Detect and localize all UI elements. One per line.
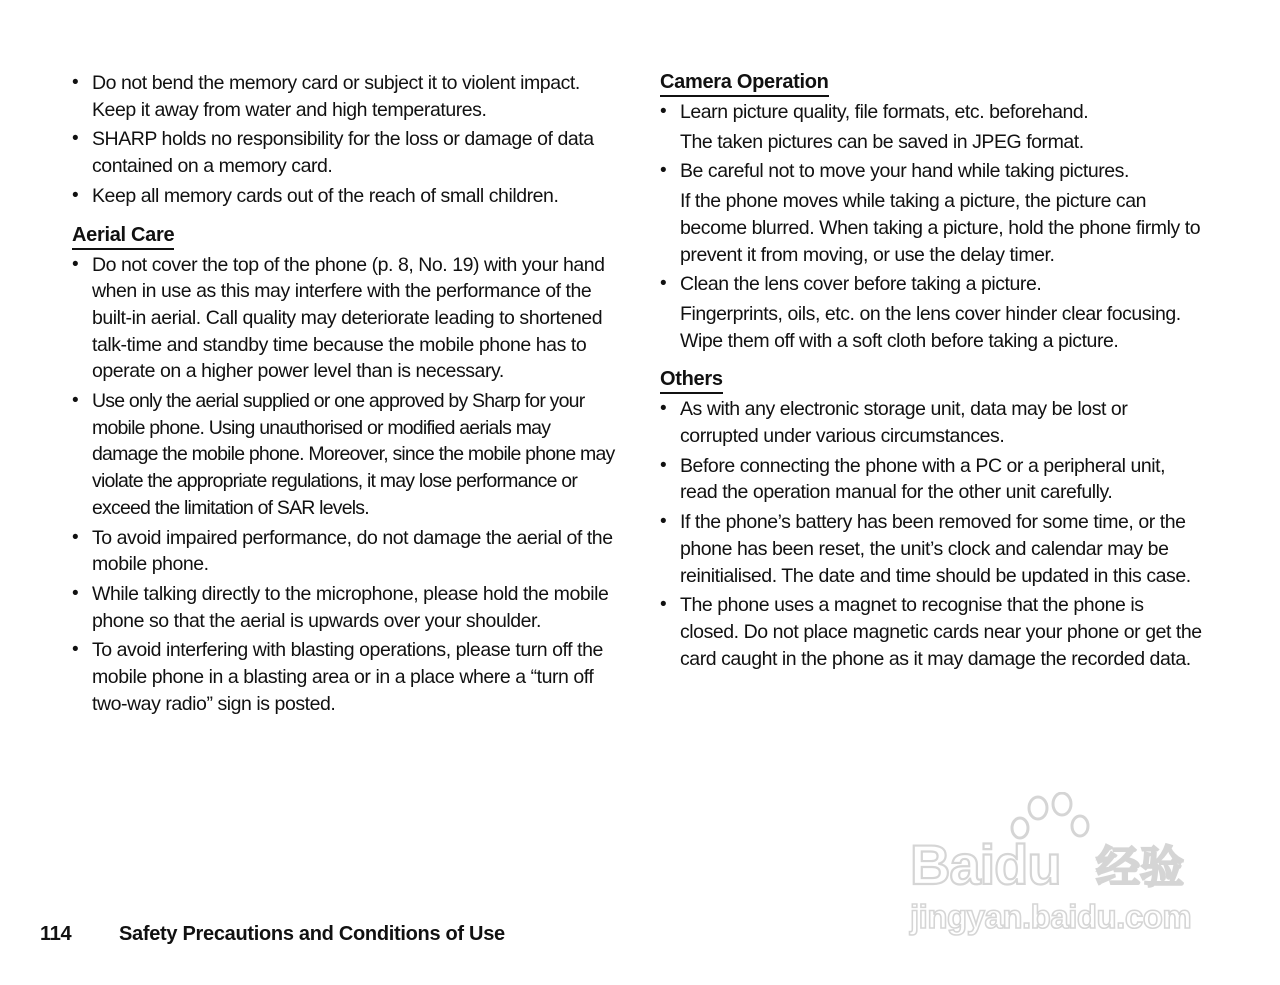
right-column xyxy=(660,70,1205,675)
list-item: • Do not bend the memory card or subject it to violent impact. Keep it away from water and high temperatures. xyxy=(72,70,617,123)
list-item-text: Learn picture quality, file formats, etc. beforehand. xyxy=(680,101,1089,123)
list-item-note: The taken pictures can be saved in JPEG format. xyxy=(680,130,1084,153)
intro-bullet-list xyxy=(72,70,617,210)
watermark-suffix: 经验 xyxy=(1096,842,1184,893)
aerial-care-bullet-list xyxy=(72,252,617,718)
paw-icon xyxy=(1012,793,1088,838)
list-item xyxy=(660,271,1205,354)
list-item: • As with any electronic storage unit, data may be lost or corrupted under various circumstances. xyxy=(660,396,1205,449)
list-item-text: Clean the lens cover before taking a picture. xyxy=(680,273,1042,296)
list-item: • Use only the aerial supplied or one approved by Sharp for your mobile phone. Using unauthorised or modified aerials may damage the mobile phone. Moreover, since the mobile phone may violate the appropriate regulations, it may lose performance or exceed the limitation of SAR levels. xyxy=(72,388,617,522)
section-heading-camera-operation: Camera Operation xyxy=(660,70,829,97)
footer-section-title: Safety Precautions and Conditions of Use xyxy=(119,923,505,945)
baidu-watermark xyxy=(908,792,1208,942)
list-item xyxy=(660,99,1205,155)
list-item-note: Fingerprints, oils, etc. on the lens cover hinder clear focusing. Wipe them off with a soft cloth before taking a picture. xyxy=(680,302,1181,352)
list-item-text: Be careful not to move your hand while taking pictures. xyxy=(680,160,1129,183)
list-item: • To avoid interfering with blasting operations, please turn off the mobile phone in a blasting area or in a place where a “turn off two-way radio” sign is posted. xyxy=(72,637,617,717)
list-item-note: If the phone moves while taking a picture, the picture can become blurred. When taking a picture, hold the phone firmly to prevent it from moving, or use the delay timer. xyxy=(680,190,1201,266)
list-item: • While talking directly to the microphone, please hold the mobile phone so that the aerial is upwards over your shoulder. xyxy=(72,581,617,634)
list-item: • Do not cover the top of the phone (p. 8, No. 19) with your hand when in use as this may interfere with the performance of the built-in aerial. Call quality may deteriorate leading to shortened talk-time and standby time because the mobile phone has to operate on a higher power level than is necessary. xyxy=(72,252,617,386)
list-item: • Before connecting the phone with a PC or a peripheral unit, read the operation manual for the other unit carefully. xyxy=(660,453,1205,506)
watermark-url: jingyan.baidu.com xyxy=(910,898,1192,935)
page-footer xyxy=(40,923,505,946)
section-heading-aerial-care: Aerial Care xyxy=(72,223,174,250)
list-item: • Keep all memory cards out of the reach of small children. xyxy=(72,183,617,210)
section-heading-others: Others xyxy=(660,367,723,394)
list-item xyxy=(660,158,1205,268)
watermark-brand: Baidu xyxy=(910,833,1061,896)
list-item: • The phone uses a magnet to recognise that the phone is closed. Do not place magnetic cards near your phone or get the card caught in the phone as it may damage the recorded data. xyxy=(660,592,1205,672)
list-item: • To avoid impaired performance, do not damage the aerial of the mobile phone. xyxy=(72,525,617,578)
left-column xyxy=(72,70,617,720)
camera-operation-bullet-list xyxy=(660,99,1205,354)
others-bullet-list xyxy=(660,396,1205,672)
list-item: • SHARP holds no responsibility for the loss or damage of data contained on a memory card. xyxy=(72,126,617,179)
list-item: • If the phone’s battery has been removed for some time, or the phone has been reset, the unit’s clock and calendar may be reinitialised. The date and time should be updated in this case. xyxy=(660,509,1205,589)
page-number: 114 xyxy=(40,923,72,945)
